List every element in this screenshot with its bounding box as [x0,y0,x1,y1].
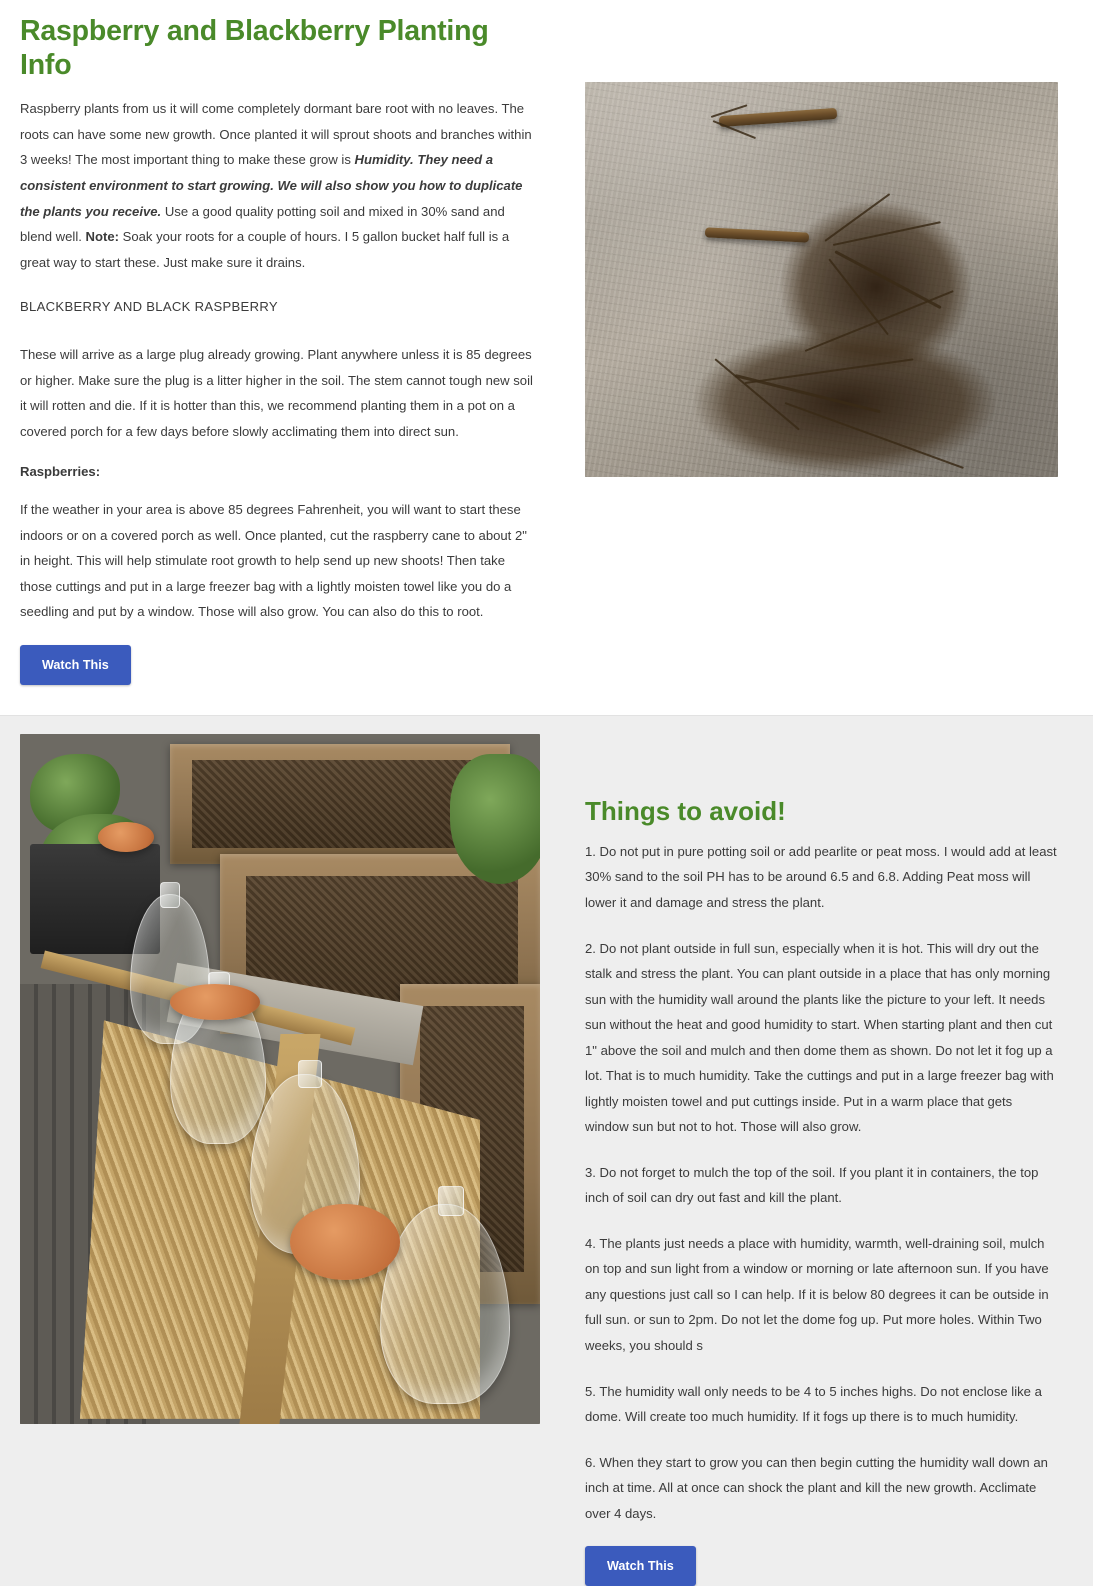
things-to-avoid-title: Things to avoid! [585,795,786,826]
avoid-item: 3. Do not forget to mulch the top of the soil. If you plant it in containers, the top inch of soil can dry out fast and kill the plant. [585,1164,1039,1206]
raspberries-paragraph: If the weather in your area is above 85 degrees Fahrenheit, you will want to start these indoors or on a covered porch as well. Once planted, cut the raspberry cane to about 2" in height. This will help stimulate root growth to help send up new shoots! Then take those cuttings and put in a large freezer bag with a lightly moisten towel like you do a seedling and put by a window. Those will also grow. You can also do this to root. [20,502,527,620]
shrub [450,754,540,884]
blackberry-paragraph: These will arrive as a large plug already growing. Plant anywhere unless it is 85 degrees or higher. Make sure the plug is a litter higher in the soil. The stem cannot tough new soil it will rotten and die. If it is hotter than this, we recommend planting them in a pot on a covered porch for a few days before slowly acclimating them into direct sun. [20,346,533,439]
bottle-neck [438,1186,464,1216]
garden-photo [20,734,540,1424]
intro-emphasis: Humidity. They need a consistent environment to start growing. We will also show you how to duplicate the plants you receive. [20,152,523,219]
intro-text-part-2: Use a good quality potting soil and mixed in 30% sand and blend well. [20,203,505,245]
planting-info-text-column [0,0,560,685]
raspberries-label: Raspberries: [20,464,101,480]
garden-image-column [0,734,560,1586]
terracotta-saucer [170,984,260,1020]
planting-info-section [0,0,1093,716]
watch-this-button-bottom[interactable]: Watch This [585,1546,696,1586]
bottle-neck [160,882,180,908]
intro-paragraph [20,96,540,275]
bare-root-image-column [560,0,1093,685]
watch-this-button-top[interactable]: Watch This [20,645,131,685]
intro-text-part-1: Raspberry plants from us it will come completely dormant bare root with no leaves. The roots can have some new growth. Once planted it will sprout shoots and branches within 3 weeks! The most important thing to make these grow is [20,101,532,168]
avoid-item: 2. Do not plant outside in full sun, especially when it is hot. This will dry out the stalk and stress the plant. You can plant outside in a place that has only morning sun with the humidity wall around the plants like the picture to your left. It needs sun without the heat and good humidity to start. When starting plant and then cut 1" above the soil and mulch and then dome them as shown. Do not let it fog up a lot. That is to much humidity. Take the cuttings and put in a large freezer bag with lightly moisten towel and put cuttings inside. Put in a warm place that gets window sun but not to hot. Those will also grow. [585,940,1054,1135]
blackberry-heading: BLACKBERRY AND BLACK RASPBERRY [20,299,278,315]
bare-root-photo [585,82,1058,477]
intro-text-part-3: Soak your roots for a couple of hours. I 5 gallon bucket half full is a great way to start these. Just make sure it drains. [20,229,510,270]
avoid-item: 6. When they start to grow you can then begin cutting the humidity wall down an inch at time. All at once can shock the plant and kill the new growth. Acclimate over 4 days. [585,1454,1048,1521]
things-to-avoid-text-column [560,734,1093,1586]
things-to-avoid-section [0,716,1093,1586]
avoid-item: 5. The humidity wall only needs to be 4 to 5 inches highs. Do not enclose like a dome. Will create too much humidity. If it fogs up there is to much humidity. [585,1383,1042,1425]
page-title: Raspberry and Blackberry Planting Info [20,15,489,82]
terracotta-saucer [98,822,154,852]
bottle-neck [298,1060,322,1088]
terracotta-saucer [290,1204,400,1280]
avoid-item: 1. Do not put in pure potting soil or add pearlite or peat moss. I would add at least 30% sand to the soil PH has to be around 6.5 and 6.8. Adding Peat moss will lower it and damage and stress the plant. [585,843,1057,910]
bed-soil-upper [192,760,492,848]
avoid-item: 4. The plants just needs a place with humidity, warmth, well-draining soil, mulch on top and sun light from a window or morning or late afternoon sun. If you have any questions just call so I can help. If it is below 80 degrees it can be outside in full sun. or sun to 2pm. Do not let the dome fog up. Put more holes. Within Two weeks, you should s [585,1235,1049,1353]
avoid-list [585,839,1058,1526]
note-label: Note: [85,229,119,245]
